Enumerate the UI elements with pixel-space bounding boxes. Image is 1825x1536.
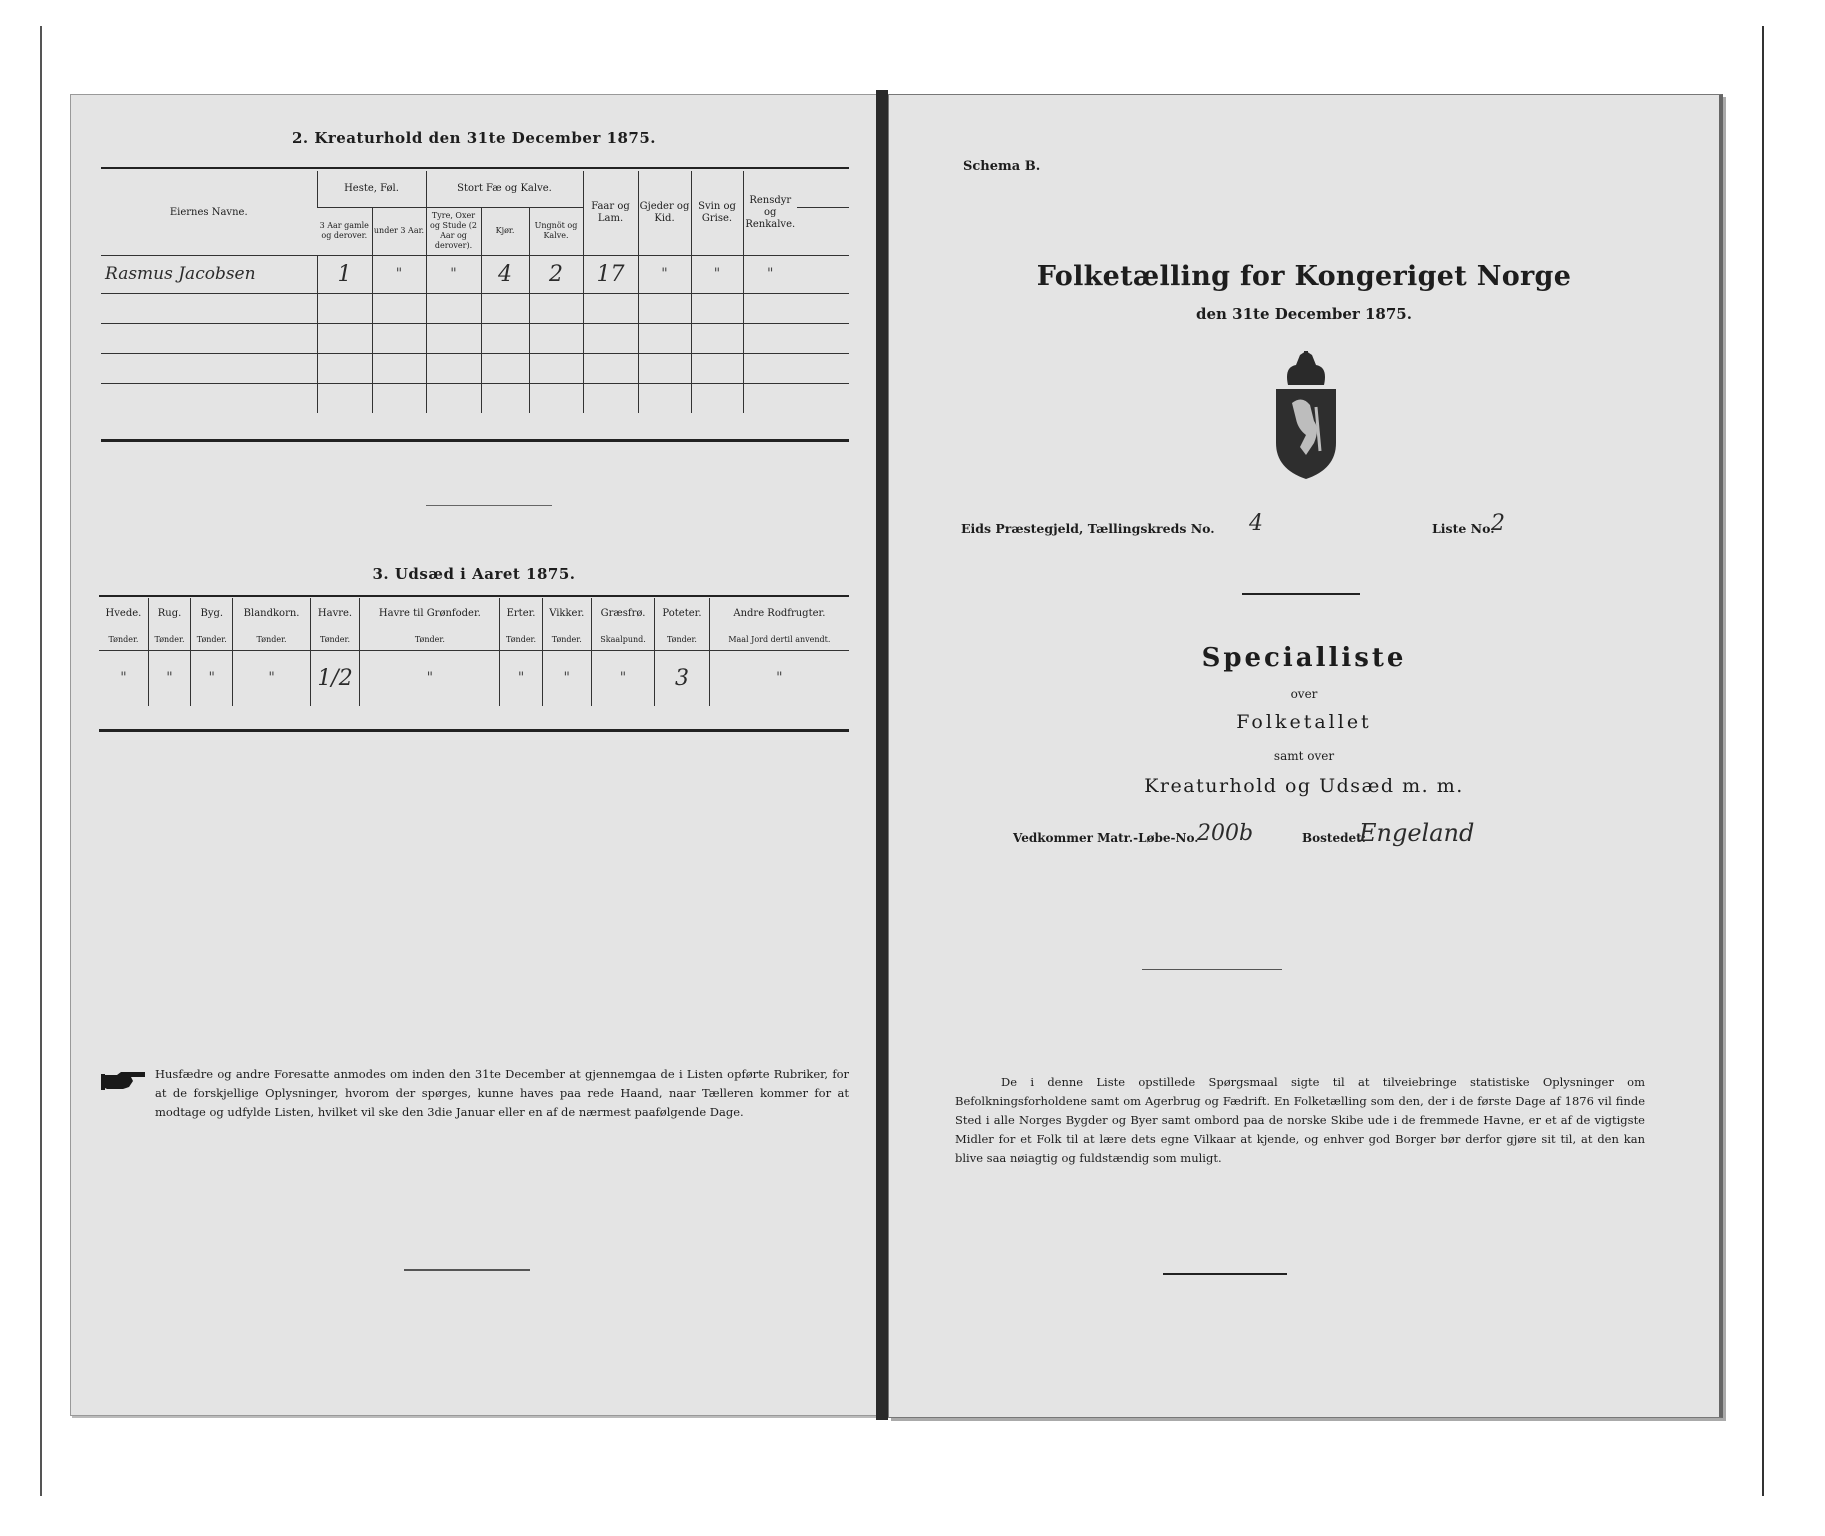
- seed-value-cell: ": [233, 650, 310, 706]
- matr-label: Vedkommer Matr.-Løbe-No.: [1013, 831, 1199, 845]
- seed-unit-header: Tønder.: [542, 630, 591, 650]
- title-date: den 31te December 1875.: [1196, 305, 1412, 323]
- sheep-header: Faar og Lam.: [583, 171, 638, 255]
- cell-cows: 4: [481, 255, 529, 293]
- seed-value-cell: ": [709, 650, 849, 706]
- seed-column-header: Andre Rodfrugter.: [709, 598, 849, 630]
- horses-under3-header: under 3 Aar.: [372, 207, 426, 255]
- seed-column-header: Poteter.: [655, 598, 710, 630]
- matr-number: 200b: [1197, 821, 1254, 846]
- kreaturhold-label: Kreaturhold og Udsæd m. m.: [1144, 775, 1464, 797]
- horses-3yr-header: 3 Aar gamle og derover.: [317, 207, 372, 255]
- info-paragraph: De i denne Liste opstillede Spørgsmaal sigte til at tilveiebringe statistiske Oplysninger om Befolkningsforholdene samt om Agerbrug og Fædrift. En Folketælling som den, der i de første Dage af 1876 vil finde Sted i alle Norges Bygder og Byer samt ombord paa de norske Skibe ude i de fremmede Havne, er et af de vigtigste Midler for et Folk til at lære dets egne Vilkaar at kjende, og enhver god Borger bør derfor gjøre sit til, at den kan blive saa nøiagtig og fuldstændig som muligt.: [955, 1075, 1645, 1165]
- cattle-group-header: Stort Fæ og Kalve.: [426, 171, 583, 207]
- owner-name: Rasmus Jacobsen: [101, 255, 317, 293]
- seed-column-header: Blandkorn.: [233, 598, 310, 630]
- seed-unit-header: Tønder.: [310, 630, 360, 650]
- left-page: [70, 94, 878, 1416]
- seed-value-cell: ": [148, 650, 190, 706]
- bulls-header: Tyre, Oxer og Stude (2 Aar og derover).: [426, 207, 481, 255]
- table-row: [101, 255, 849, 293]
- kreds-number: 4: [1249, 511, 1263, 536]
- specialliste-title: Specialliste: [1201, 643, 1407, 673]
- section3-title: 3. Udsæd i Aaret 1875.: [372, 565, 576, 583]
- cell-young-cattle: 2: [529, 255, 583, 293]
- seed-table-bottom-rule: [99, 729, 849, 732]
- bottom-divider: [404, 1269, 530, 1271]
- cell-sheep: 17: [583, 255, 638, 293]
- seed-value-cell: 3: [655, 650, 710, 706]
- over-label: over: [1290, 687, 1318, 701]
- seed-unit-header: Maal Jord dertil anvendt.: [709, 630, 849, 650]
- divider: [1242, 593, 1360, 595]
- pigs-header: Svin og Grise.: [691, 171, 743, 255]
- seed-column-header: Havre til Grønfoder.: [360, 598, 500, 630]
- notice-text: Husfædre og andre Foresatte anmodes om inden den 31te December at gjennemgaa de i Listen opførte Rubriker, for at de forskjellige Oplysninger, hvorom der spørges, kunne haves paa rede Haand, naar Tælleren kommer for at modtage og udfylde Listen, hvilket vil ske den 3die Januar eller en af de nærmest paafølgende Dage.: [155, 1067, 849, 1119]
- seed-unit-header: Tønder.: [655, 630, 710, 650]
- section2-title: 2. Kreaturhold den 31te December 1875.: [291, 129, 657, 147]
- reindeer-header: Rensdyr og Renkalve.: [743, 171, 797, 255]
- cell-horses-3yr: 1: [317, 255, 372, 293]
- seed-unit-header: Tønder.: [148, 630, 190, 650]
- seed-unit-header: Tønder.: [233, 630, 310, 650]
- seed-value-cell: ": [191, 650, 233, 706]
- liste-label: Liste No.: [1432, 521, 1495, 536]
- seed-value-cell: ": [500, 650, 542, 706]
- schema-label: Schema B.: [963, 159, 1041, 174]
- seed-unit-header: Tønder.: [360, 630, 500, 650]
- samt-over-label: samt over: [1273, 749, 1335, 763]
- right-page: [888, 94, 1723, 1418]
- seed-value-cell: ": [542, 650, 591, 706]
- seed-column-header: Byg.: [191, 598, 233, 630]
- seed-value-cell: 1/2: [310, 650, 360, 706]
- cell-horses-under3: ": [372, 255, 426, 293]
- seed-column-header: Hvede.: [105, 608, 142, 619]
- cows-header: Kjør.: [481, 207, 529, 255]
- seed-column-header: Græsfrø.: [591, 598, 654, 630]
- seed-value-cell: ": [360, 650, 500, 706]
- cell-reindeer: ": [743, 255, 797, 293]
- cell-bulls: ": [426, 255, 481, 293]
- seed-column-header: Havre.: [310, 598, 360, 630]
- prestegjeld-label: Eids Præstegjeld, Tællingskreds No.: [961, 521, 1215, 536]
- table-top-rule: [101, 167, 849, 169]
- seed-value-cell: ": [120, 670, 127, 687]
- seed-unit-header: Tønder.: [99, 630, 148, 650]
- book-gutter: [876, 90, 888, 1420]
- seed-column-header: Rug.: [148, 598, 190, 630]
- table-row: [101, 383, 849, 413]
- seed-unit-header: Tønder.: [500, 630, 542, 650]
- cell-goats: ": [638, 255, 691, 293]
- seed-value-cell: ": [591, 650, 654, 706]
- owner-header: Eiernes Navne.: [101, 171, 317, 255]
- page-title: Folketælling for Kongeriget Norge: [1036, 261, 1572, 292]
- goats-header: Gjeder og Kid.: [638, 171, 691, 255]
- bostedet-label: Bostedet:: [1302, 831, 1367, 845]
- table-row: [101, 293, 849, 323]
- seed-column-header: Vikker.: [542, 598, 591, 630]
- seed-table-top-rule: [99, 595, 849, 597]
- cell-pigs: ": [691, 255, 743, 293]
- liste-number: 2: [1491, 511, 1505, 536]
- pointing-hand-icon: [101, 1069, 147, 1091]
- seed-table: [99, 598, 849, 706]
- seed-unit-header: Tønder.: [191, 630, 233, 650]
- divider: [1142, 969, 1282, 970]
- table-row: [101, 323, 849, 353]
- folketallet-label: Folketallet: [1236, 711, 1372, 733]
- table-row: [101, 353, 849, 383]
- bostedet-value: Engeland: [1359, 819, 1475, 847]
- livestock-table: [101, 171, 849, 413]
- bottom-divider: [1163, 1273, 1287, 1275]
- young-cattle-header: Ungnöt og Kalve.: [529, 207, 583, 255]
- table-bottom-rule: [101, 439, 849, 442]
- seed-unit-header: Skaalpund.: [591, 630, 654, 650]
- table-row: [99, 650, 849, 706]
- norwegian-coat-of-arms-icon: [1270, 351, 1342, 481]
- seed-column-header: Erter.: [500, 598, 542, 630]
- divider: [426, 505, 552, 506]
- horses-group-header: Heste, Føl.: [317, 171, 426, 207]
